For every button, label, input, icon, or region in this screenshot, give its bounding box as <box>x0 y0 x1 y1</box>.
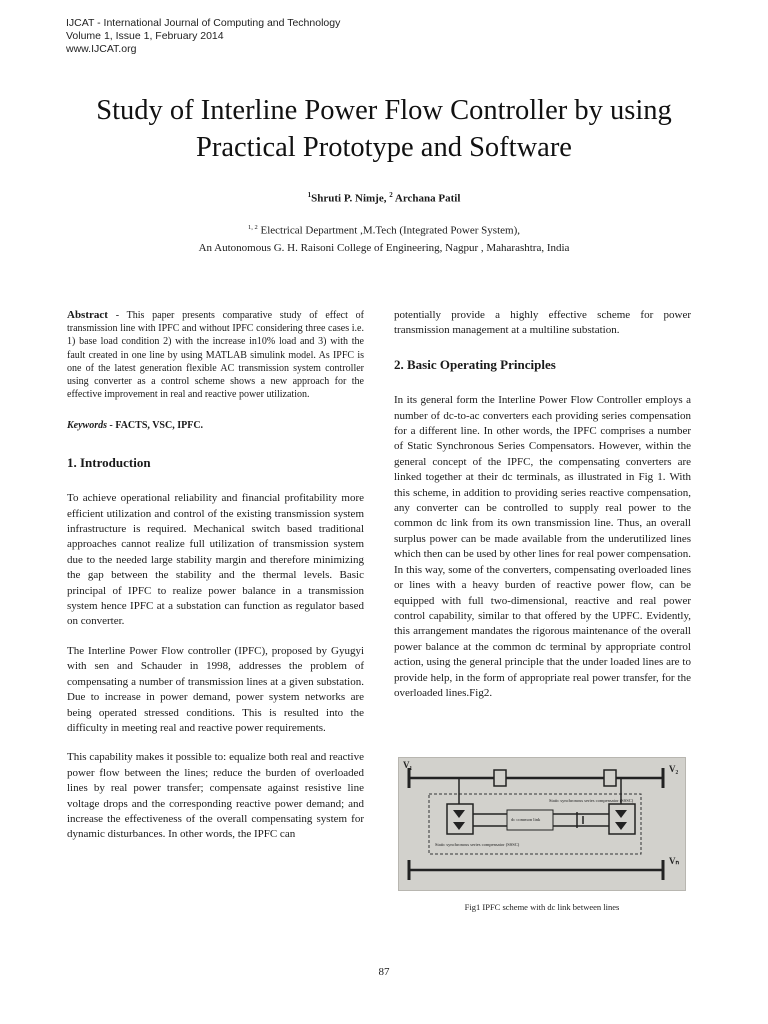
section-1-heading: 1. Introduction <box>67 454 151 470</box>
journal-header <box>66 17 340 56</box>
author-1-name: Shruti P. Nimje, <box>311 192 387 205</box>
keywords <box>67 418 364 433</box>
section-2-heading: 2. Basic Operating Principles <box>394 356 556 372</box>
author-2-superscript: 2 <box>389 191 393 199</box>
series-transformer-1 <box>494 770 506 786</box>
series-transformer-2 <box>604 770 616 786</box>
journal-url: www.IJCAT.org <box>66 43 137 55</box>
affiliation-line-2: An Autonomous G. H. Raisoni College of Engineering, Nagpur , Maharashtra, India <box>198 241 570 254</box>
converter-2 <box>609 804 635 834</box>
journal-volume: Volume 1, Issue 1, February 2014 <box>66 30 224 42</box>
vn-label: Vₙ <box>669 856 680 866</box>
affiliation-superscript: 1, 2 <box>248 224 258 231</box>
figure-caption: Fig1 IPFC scheme with dc link between lines <box>464 902 620 912</box>
keywords-label: Keywords - <box>67 420 113 432</box>
authors <box>0 191 768 205</box>
ipfc-schematic <box>399 758 685 890</box>
converter-1 <box>447 804 473 834</box>
page-number: 87 <box>378 966 390 978</box>
right-column <box>394 308 691 715</box>
section-1-paragraph-3: This capability makes it possible to: equalize both real and reactive power flow between the lines; reduce the burden of overloaded lines by real power transfer; compensate against resistive line voltage drops and the corresponding reactive power demand; and increase the effectiveness of the overall compensating system for dynamic disturbances. In other words, the IPFC can <box>67 751 364 841</box>
v1-label: V₁ <box>403 760 413 770</box>
keywords-text: FACTS, VSC, IPFC. <box>112 420 204 432</box>
title-line-1: Study of Interline Power Flow Controller by using <box>96 95 672 126</box>
affiliation-line-1: Electrical Department ,M.Tech (Integrated Power System), <box>260 224 520 237</box>
continuation-paragraph: potentially provide a highly effective scheme for power transmission management at a multiline substation. <box>394 309 691 337</box>
ipfc-figure <box>398 757 686 891</box>
section-2-paragraph-1: In its general form the Interline Power Flow Controller employs a number of dc-to-ac converters each providing series compensation for a different line. In other words, the IPFC comprises a number of Static Synchronous Series Compensators. However, within the general concept of the IPFC, the compensating converters are linked together at their dc terminals, as illustrated in Fig 1. With this scheme, in addition to providing series reactive compensation, any converter can be controlled to supply real power to the common dc link from its own transmission line. Thus, an overall surplus power can be made available from the underutilized lines which then can be used by other lines for real power compensation. In this way, some of the converters, compensating overloaded lines or lines with a heavy burden of reactive power flow, can be equipped with full two-dimensional, reactive and real power control capability, similar to that offered by the UPFC. Evidently, this arrangement mandates the rigorous maintenance of the overall power balance at the common dc terminal by appropriate control action, using the general principle that the under loaded lines are to provide help, in the form of appropriate real power transfer, for the overloaded lines.Fig2. <box>394 394 691 699</box>
section-1-paragraph-2: The Interline Power Flow controller (IPFC), proposed by Gyugyi with sen and Schauder in 1998, addresses the problem of compensating a number of transmission lines at a given substation. Due to increase in power demand, power system networks are being operated stressed conditions. This is resulted into the difficulty in meeting real and reactive power requirements. <box>67 644 364 734</box>
left-column <box>67 309 364 857</box>
abstract <box>67 309 364 401</box>
dc-link-label: dc common link <box>511 817 541 822</box>
sssc-bottom-label: Static synchronous series compensator (SSSC) <box>435 842 520 847</box>
v2-label: V₂ <box>669 764 679 774</box>
section-1-paragraph-1: To achieve operational reliability and financial profitability more efficient utilization and control of the existing transmission system infrastructure is required. Mechanical switch based traditional approaches cannot realize full utilization of transmission system due to the needed large stability margin and therefore minimizing the gap between the stability and the thermal levels. Basic principal of IPFC to realize power balance in a transmission system hence IPFC at a substation can function as regulator based on converter. <box>67 492 364 628</box>
affiliation <box>0 219 768 257</box>
abstract-text: - This paper presents comparative study of effect of transmission line with IPFC and without IPFC considering three cases i.e. 1) base load condition 2) with the increase in10% load and 3) with the fault created in one line by using MATLAB simulink model. As IPFC is one of the latest generation flexible AC transmission system controller using converter as a control scheme shows a new approach for the effective improvement in real and reactive power utilization. <box>67 310 364 401</box>
author-2-name: Archana Patil <box>394 192 461 205</box>
author-1-superscript: 1 <box>307 191 312 199</box>
abstract-label: Abstract <box>67 309 108 321</box>
paper-title <box>0 92 768 166</box>
sssc-top-label: Static synchronous series compensator (SSSC) <box>549 798 634 803</box>
journal-name: IJCAT - International Journal of Computing and Technology <box>66 17 341 29</box>
title-line-2: Practical Prototype and Software <box>196 132 572 163</box>
